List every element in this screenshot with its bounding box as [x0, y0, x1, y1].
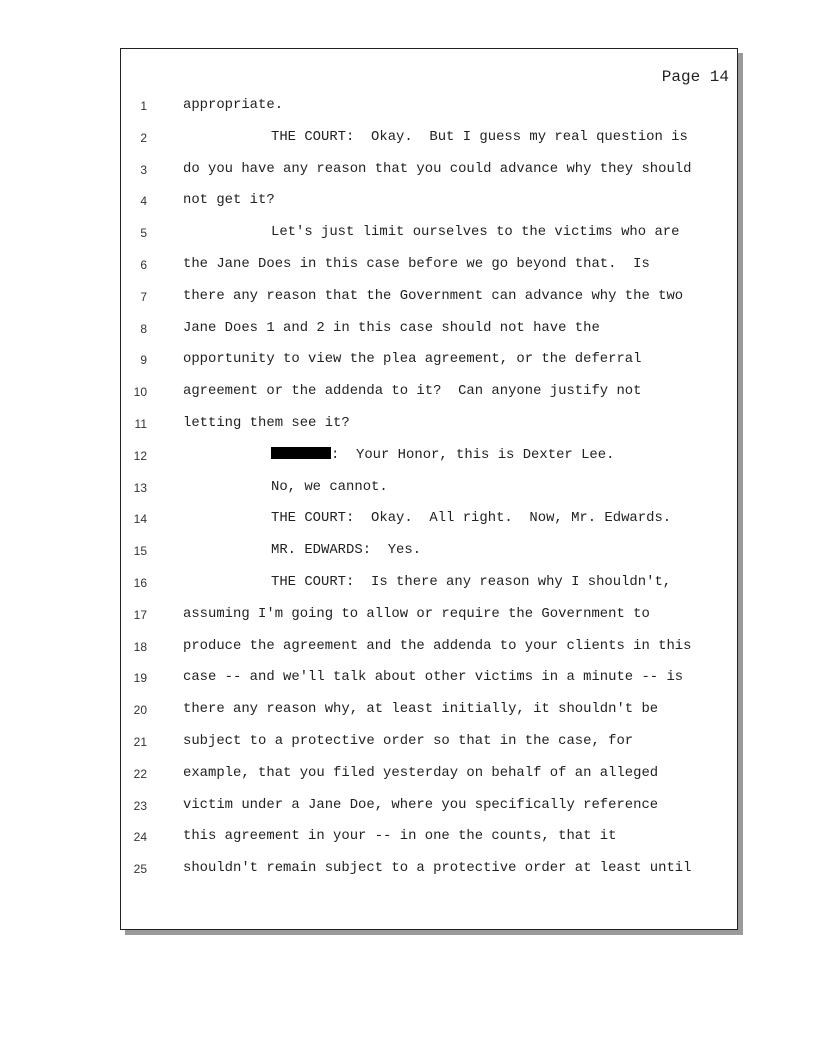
line-text-after-redaction: : Your Honor, this is Dexter Lee. [331, 446, 615, 463]
line-number: 19 [133, 671, 147, 686]
transcript-line [121, 288, 737, 308]
transcript-line [121, 542, 737, 562]
redaction-box [271, 447, 331, 459]
transcript-line [121, 765, 737, 785]
line-text: the Jane Does in this case before we go beyond that. Is [183, 256, 650, 272]
line-text: MR. EDWARDS: Yes. [271, 542, 422, 559]
line-text: Jane Does 1 and 2 in this case should not have the [183, 319, 600, 336]
line-text: victim under a Jane Doe, where you specifically reference [183, 796, 659, 813]
line-number: 20 [133, 703, 147, 718]
line-text: Let's just limit ourselves to the victims who are [271, 224, 680, 241]
line-number: 3 [140, 162, 147, 177]
line-number: 15 [133, 544, 147, 559]
line-text: agreement or the addenda to it? Can anyone justify not [183, 383, 642, 400]
line-text: subject to a protective order so that in the case, for [183, 733, 634, 749]
transcript-line [121, 161, 737, 181]
line-number: 13 [133, 480, 147, 495]
transcript-line [121, 797, 737, 817]
line-number: 8 [140, 321, 147, 336]
line-text: appropriate. [183, 97, 284, 113]
line-text: case -- and we'll talk about other victims in a minute -- is [183, 669, 684, 686]
line-text: THE COURT: Okay. But I guess my real question is [271, 128, 688, 145]
line-text: THE COURT: Okay. All right. Now, Mr. Edwards. [271, 510, 672, 527]
transcript-line [121, 606, 737, 626]
line-text: example, that you filed yesterday on behalf of an alleged [183, 764, 659, 781]
transcript-line [121, 638, 737, 658]
line-number: 1 [140, 99, 147, 113]
transcript-page [120, 48, 738, 930]
line-text: opportunity to view the plea agreement, or the deferral [183, 351, 642, 368]
line-number: 22 [133, 766, 147, 781]
transcript-line [121, 669, 737, 689]
line-number: 5 [140, 226, 147, 241]
line-number: 10 [133, 385, 147, 400]
transcript-line [121, 415, 737, 435]
line-number: 16 [133, 576, 147, 590]
line-number: 11 [134, 417, 147, 431]
transcript-line [121, 224, 737, 244]
line-text [271, 447, 614, 463]
line-text: shouldn't remain subject to a protective order at least until [183, 860, 692, 877]
line-text: letting them see it? [183, 415, 350, 431]
line-text: THE COURT: Is there any reason why I shouldn't, [271, 574, 672, 590]
transcript-line [121, 828, 737, 848]
line-number: 2 [140, 130, 147, 145]
line-number: 7 [140, 289, 147, 304]
transcript-line [121, 510, 737, 530]
line-number: 6 [140, 258, 147, 272]
line-text: this agreement in your -- in one the counts, that it [183, 828, 617, 845]
line-text: assuming I'm going to allow or require the Government to [183, 605, 650, 622]
line-number: 12 [133, 448, 147, 463]
line-number: 21 [133, 735, 147, 749]
line-text: not get it? [183, 192, 275, 209]
transcript-line [121, 320, 737, 340]
line-number: 4 [140, 194, 147, 209]
line-number: 23 [133, 798, 147, 813]
transcript-line [121, 97, 737, 117]
line-text: No, we cannot. [271, 478, 388, 495]
transcript-line [121, 860, 737, 880]
transcript-line [121, 256, 737, 276]
line-number: 18 [133, 639, 147, 654]
transcript-line [121, 447, 737, 467]
transcript-line [121, 129, 737, 149]
line-text: there any reason that the Government can advance why the two [183, 287, 684, 304]
transcript-line [121, 733, 737, 753]
line-number: 25 [133, 862, 147, 877]
line-number: 17 [133, 607, 147, 622]
line-number: 9 [140, 353, 147, 368]
line-text: produce the agreement and the addenda to your clients in this [183, 637, 692, 654]
transcript-line [121, 383, 737, 403]
transcript-line [121, 574, 737, 594]
page-number: Page 14 [661, 68, 729, 86]
transcript-line [121, 192, 737, 212]
line-text: there any reason why, at least initially, it shouldn't be [183, 701, 659, 718]
transcript-line [121, 701, 737, 721]
line-number: 24 [133, 830, 147, 845]
line-text: do you have any reason that you could advance why they should [183, 160, 692, 177]
transcript-line [121, 351, 737, 371]
transcript-line [121, 479, 737, 499]
line-number: 14 [133, 512, 147, 527]
